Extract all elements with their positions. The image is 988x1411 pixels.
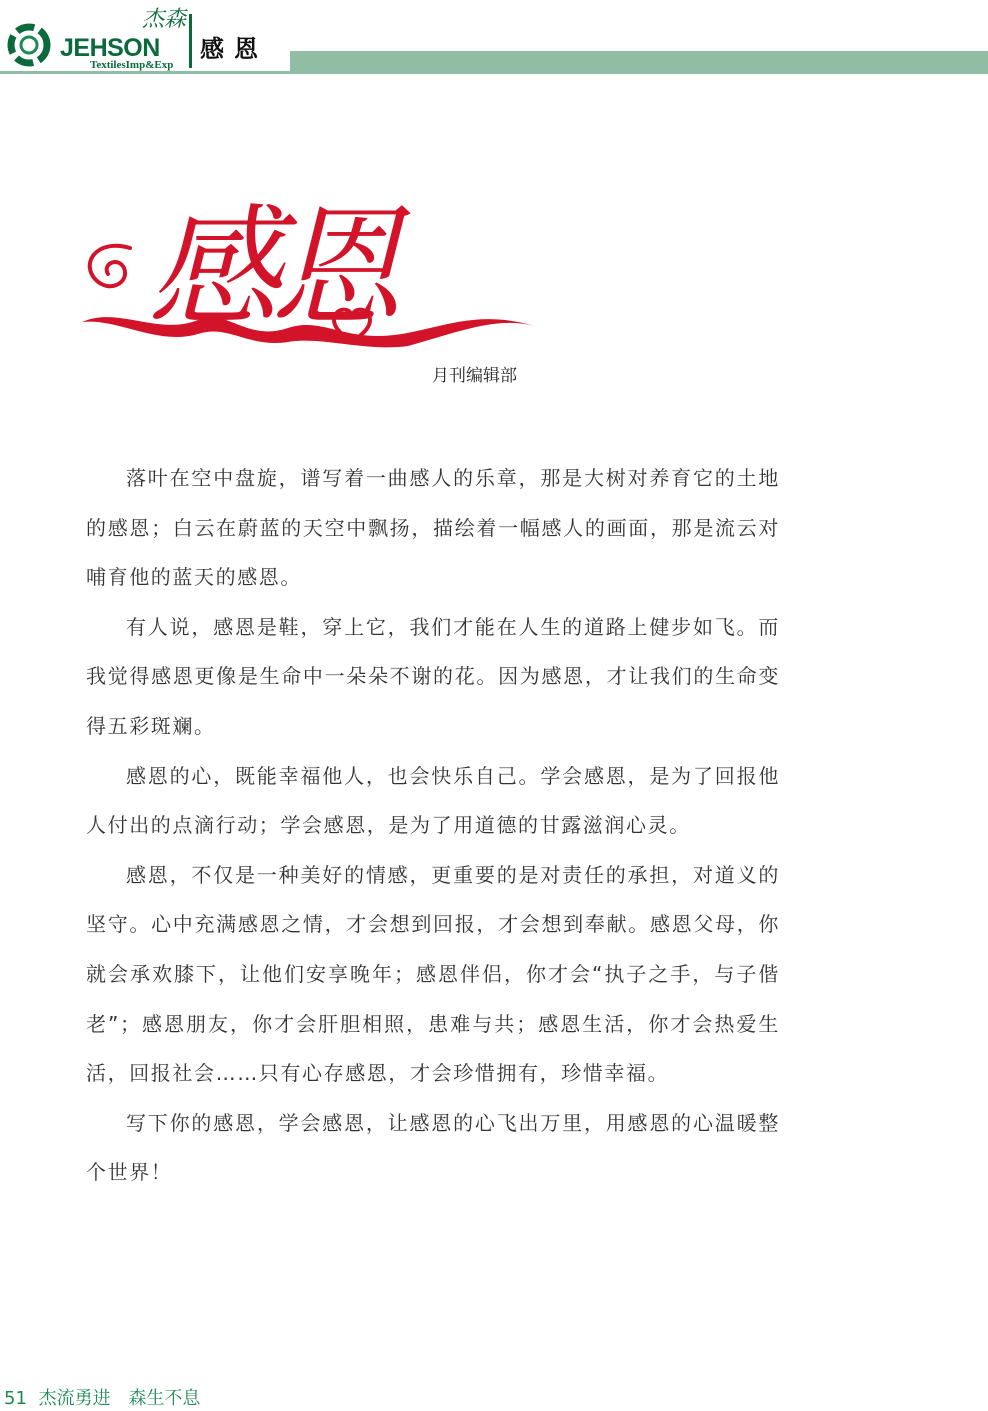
- section-title: 感恩: [200, 35, 268, 63]
- footer-slogan-2: 森生不息: [128, 1388, 201, 1409]
- brand-chinese-mark: 杰森: [141, 6, 186, 31]
- page-number: 51: [4, 1388, 27, 1409]
- brand-subtitle: TextilesImp&Exp: [90, 59, 174, 71]
- article-author: 月刊编辑部: [432, 366, 517, 386]
- page-footer: [4, 1388, 200, 1410]
- title-ribbon-swirl: [90, 246, 130, 286]
- paragraph: 有人说，感恩是鞋，穿上它，我们才能在人生的道路上健步如飞。而我觉得感恩更像是生命中一朵朵不谢的花。因为感恩，才让我们的生命变得五彩斑斓。: [86, 614, 780, 738]
- paragraph: 写下你的感恩，学会感恩，让感恩的心飞出万里，用感恩的心温暖整个世界！: [86, 1110, 780, 1185]
- header-divider: [189, 14, 192, 68]
- title-text: 感恩: [148, 192, 392, 346]
- logo-ring-icon: [6, 22, 52, 68]
- brand-name: JEHSON: [60, 34, 160, 62]
- page-header: [0, 0, 988, 76]
- company-logo: [6, 8, 190, 72]
- article-title-art: [78, 186, 540, 350]
- article-body: [86, 454, 780, 1198]
- paragraph: 感恩，不仅是一种美好的情感，更重要的是对责任的承担，对道义的坚守。心中充满感恩之情，才会想到回报，才会想到奉献。感恩父母，你就会承欢膝下，让他们安享晚年；感恩伴侣，你才会“执子之手，与子偕老”；感恩朋友，你才会肝胆相照，患难与共；感恩生活，你才会热爱生活，回报社会……只有心存感恩，才会珍惜拥有，珍惜幸福。: [86, 862, 780, 1086]
- paragraph: 感恩的心，既能幸福他人，也会快乐自己。学会感恩，是为了回报他人付出的点滴行动；学会感恩，是为了用道德的甘露滋润心灵。: [86, 763, 780, 838]
- paragraph: 落叶在空中盘旋，谱写着一曲感人的乐章，那是大树对养育它的土地的感恩；白云在蔚蓝的天空中飘扬，描绘着一幅感人的画面，那是流云对哺育他的蓝天的感恩。: [86, 466, 780, 590]
- header-base-line: [0, 71, 292, 74]
- header-color-bar: [290, 51, 988, 74]
- footer-slogan-1: 杰流勇进: [38, 1388, 111, 1409]
